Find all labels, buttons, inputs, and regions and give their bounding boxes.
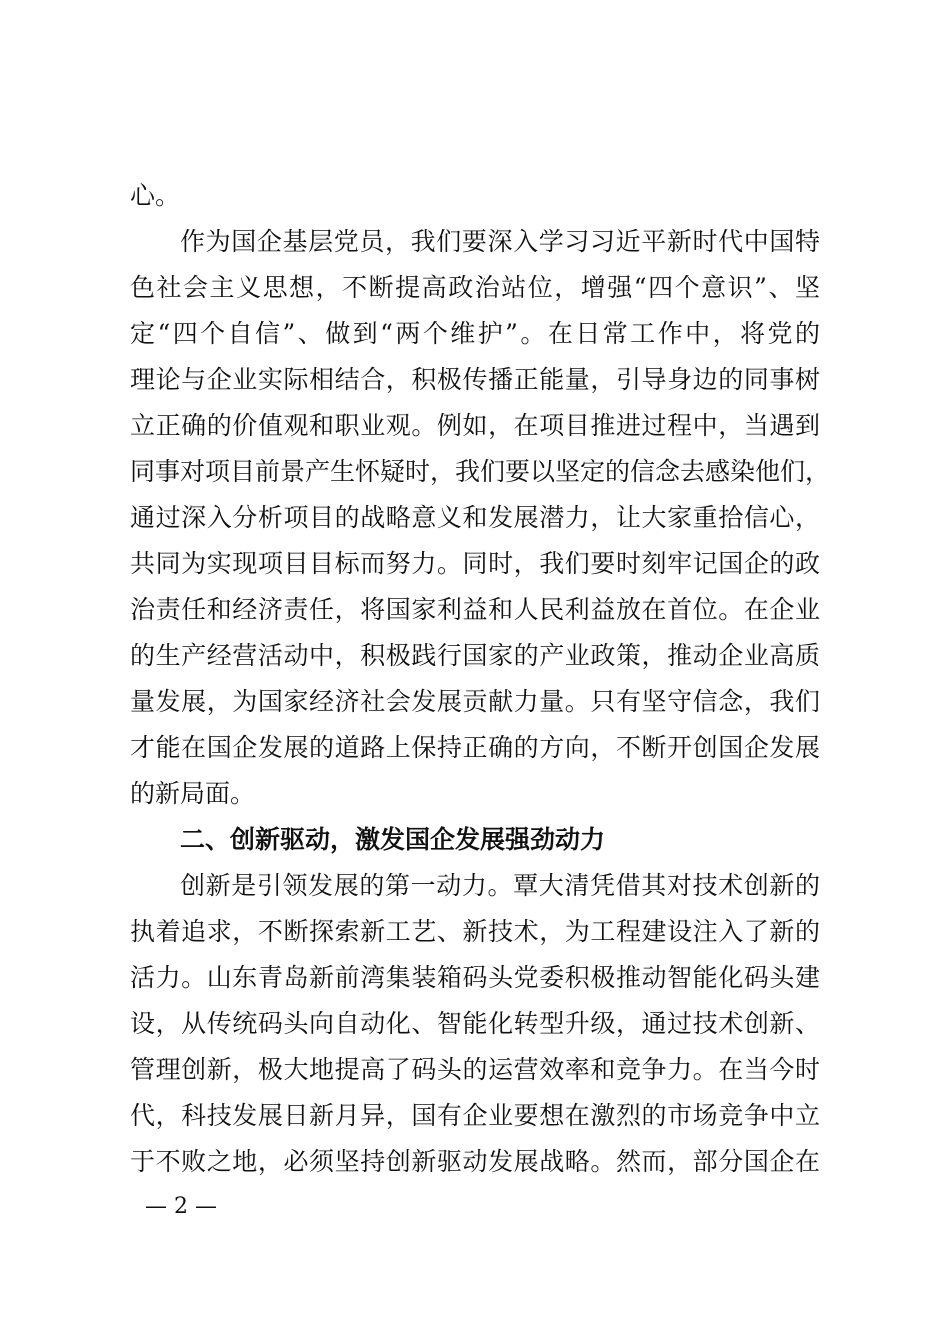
- paragraph-line: 设，从传统码头向自动化、智能化转型升级，通过技术创新、: [130, 1009, 820, 1038]
- paragraph-line: 通过深入分析项目的战略意义和发展潜力，让大家重拾信心，: [130, 503, 820, 532]
- paragraph-line: 心。: [130, 181, 181, 210]
- paragraph-line: 于不败之地，必须坚持创新驱动发展战略。然而，部分国企在: [130, 1147, 820, 1176]
- paragraph-line: 的新局面。: [130, 779, 256, 808]
- paragraph-line: 管理创新，极大地提高了码头的运营效率和竞争力。在当今时: [130, 1055, 820, 1084]
- paragraph-line: 立正确的价值观和职业观。例如，在项目推进过程中，当遇到: [130, 411, 820, 440]
- paragraph-line: 执着追求，不断探索新工艺、新技术，为工程建设注入了新的: [130, 917, 820, 946]
- paragraph-line: 理论与企业实际相结合，积极传播正能量，引导身边的同事树: [130, 365, 820, 394]
- paragraph-line: 色社会主义思想，不断提高政治站位，增强“四个意识”、坚: [130, 273, 820, 302]
- page-number: — 2 —: [145, 1194, 217, 1219]
- section-heading: 二、创新驱动，激发国企发展强劲动力: [180, 825, 606, 854]
- paragraph-line: 的生产经营活动中，积极践行国家的产业政策，推动企业高质: [130, 641, 820, 670]
- paragraph-line: 共同为实现项目目标而努力。同时，我们要时刻牢记国企的政: [130, 549, 820, 578]
- paragraph-line: 活力。山东青岛新前湾集装箱码头党委积极推动智能化码头建: [130, 963, 820, 992]
- paragraph-line: 同事对项目前景产生怀疑时，我们要以坚定的信念去感染他们，: [130, 457, 831, 486]
- paragraph-line: 定“四个自信”、做到“两个维护”。在日常工作中，将党的: [130, 319, 820, 348]
- paragraph-line: 创新是引领发展的第一动力。覃大清凭借其对技术创新的: [180, 871, 820, 900]
- paragraph-line: 作为国企基层党员，我们要深入学习习近平新时代中国特: [180, 227, 820, 256]
- paragraph-line: 才能在国企发展的道路上保持正确的方向，不断开创国企发展: [130, 733, 820, 762]
- paragraph-line: 治责任和经济责任，将国家利益和人民利益放在首位。在企业: [130, 595, 820, 624]
- paragraph-line: 量发展，为国家经济社会发展贡献力量。只有坚守信念，我们: [130, 687, 820, 716]
- paragraph-line: 代，科技发展日新月异，国有企业要想在激烈的市场竞争中立: [130, 1101, 820, 1130]
